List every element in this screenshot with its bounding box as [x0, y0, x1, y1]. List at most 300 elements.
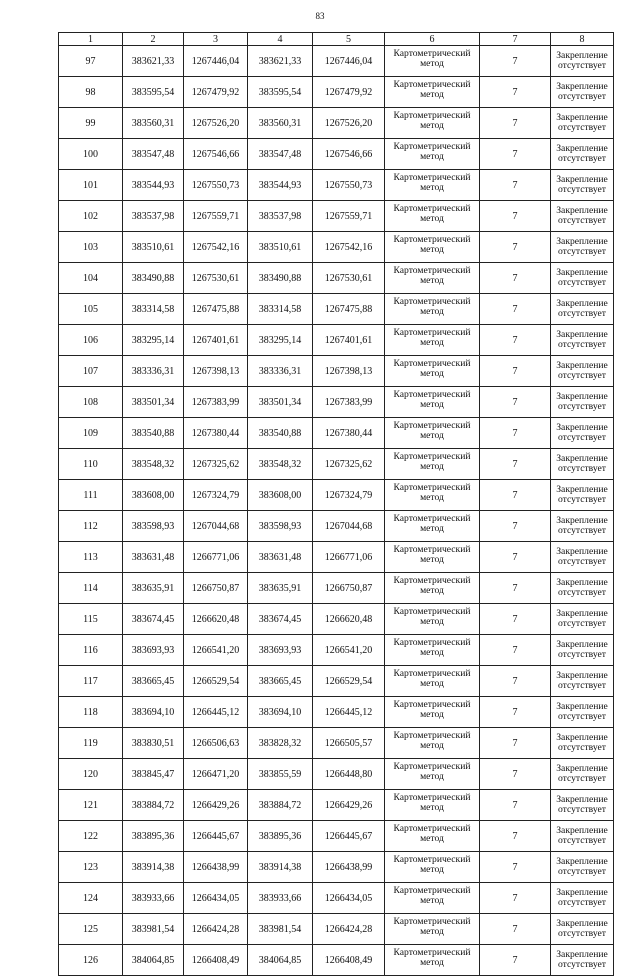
method-line: Картометрический [393, 730, 471, 741]
y-coord-new-cell: 1266445,67 [313, 821, 385, 852]
x-coord-cell: 383314,58 [123, 294, 184, 325]
fixation-line: отсутствует [558, 556, 606, 567]
method-line: Картометрический [393, 172, 471, 183]
precision-cell: 7 [480, 480, 551, 511]
y-coord-cell: 1266424,28 [184, 914, 248, 945]
method-line: Картометрический [393, 110, 471, 121]
table-row [59, 418, 614, 449]
table-row [59, 790, 614, 821]
point-number-cell: 115 [59, 604, 123, 635]
method-cell [385, 77, 480, 108]
method-cell [385, 635, 480, 666]
y-coord-new-cell: 1266429,26 [313, 790, 385, 821]
method-line: Картометрический [393, 854, 471, 865]
point-number-cell: 104 [59, 263, 123, 294]
method-line: метод [420, 399, 444, 410]
y-coord-cell: 1266771,06 [184, 542, 248, 573]
fixation-line: отсутствует [558, 60, 606, 71]
y-coord-new-cell: 1267383,99 [313, 387, 385, 418]
method-cell [385, 170, 480, 201]
fixation-line: Закрепление [556, 267, 608, 278]
column-header: 2 [123, 33, 184, 46]
fixation-line: Закрепление [556, 825, 608, 836]
point-number-cell: 106 [59, 325, 123, 356]
method-line: метод [420, 895, 444, 906]
method-line: Картометрический [393, 358, 471, 369]
x-coord-cell: 383674,45 [123, 604, 184, 635]
method-cell [385, 666, 480, 697]
y-coord-new-cell: 1267526,20 [313, 108, 385, 139]
x-coord-new-cell: 383855,59 [248, 759, 313, 790]
method-cell [385, 511, 480, 542]
precision-cell: 7 [480, 759, 551, 790]
method-line: метод [420, 182, 444, 193]
point-number-cell: 116 [59, 635, 123, 666]
point-number-cell: 108 [59, 387, 123, 418]
fixation-line: Закрепление [556, 918, 608, 929]
fixation-cell [551, 728, 614, 759]
y-coord-new-cell: 1267324,79 [313, 480, 385, 511]
point-number-cell: 102 [59, 201, 123, 232]
x-coord-new-cell: 383540,88 [248, 418, 313, 449]
x-coord-new-cell: 383598,93 [248, 511, 313, 542]
fixation-cell [551, 77, 614, 108]
method-cell [385, 790, 480, 821]
x-coord-new-cell: 383608,00 [248, 480, 313, 511]
column-header: 6 [385, 33, 480, 46]
method-line: метод [420, 337, 444, 348]
fixation-line: Закрепление [556, 639, 608, 650]
fixation-cell [551, 356, 614, 387]
x-coord-cell: 383621,33 [123, 46, 184, 77]
table-row [59, 480, 614, 511]
fixation-line: Закрепление [556, 484, 608, 495]
fixation-cell [551, 573, 614, 604]
page-number: 83 [315, 11, 325, 21]
point-number-cell: 122 [59, 821, 123, 852]
method-line: Картометрический [393, 420, 471, 431]
table-row [59, 635, 614, 666]
table-row [59, 232, 614, 263]
precision-cell: 7 [480, 325, 551, 356]
method-line: Картометрический [393, 79, 471, 90]
method-line: метод [420, 554, 444, 565]
point-number-cell: 110 [59, 449, 123, 480]
table-row [59, 821, 614, 852]
y-coord-cell: 1266445,67 [184, 821, 248, 852]
fixation-cell [551, 852, 614, 883]
x-coord-new-cell: 383560,31 [248, 108, 313, 139]
table-row [59, 325, 614, 356]
method-line: метод [420, 957, 444, 968]
x-coord-cell: 383544,93 [123, 170, 184, 201]
fixation-line: Закрепление [556, 143, 608, 154]
table-row [59, 883, 614, 914]
table-body [59, 33, 614, 976]
fixation-line: отсутствует [558, 308, 606, 319]
fixation-line: Закрепление [556, 794, 608, 805]
method-line: Картометрический [393, 947, 471, 958]
method-line: Картометрический [393, 544, 471, 555]
fixation-line: отсутствует [558, 246, 606, 257]
fixation-line: Закрепление [556, 174, 608, 185]
x-coord-new-cell: 383314,58 [248, 294, 313, 325]
method-line: метод [420, 120, 444, 131]
y-coord-cell: 1266620,48 [184, 604, 248, 635]
y-coord-new-cell: 1267542,16 [313, 232, 385, 263]
method-line: Картометрический [393, 451, 471, 462]
x-coord-new-cell: 383895,36 [248, 821, 313, 852]
precision-cell: 7 [480, 728, 551, 759]
precision-cell: 7 [480, 294, 551, 325]
table-row [59, 108, 614, 139]
method-line: метод [420, 616, 444, 627]
y-coord-new-cell: 1267479,92 [313, 77, 385, 108]
x-coord-cell: 383336,31 [123, 356, 184, 387]
y-coord-cell: 1266750,87 [184, 573, 248, 604]
method-line: Картометрический [393, 327, 471, 338]
y-coord-cell: 1267401,61 [184, 325, 248, 356]
x-coord-cell: 383548,32 [123, 449, 184, 480]
precision-cell: 7 [480, 914, 551, 945]
method-line: Картометрический [393, 265, 471, 276]
y-coord-cell: 1266434,05 [184, 883, 248, 914]
fixation-line: Закрепление [556, 701, 608, 712]
method-cell [385, 232, 480, 263]
fixation-line: отсутствует [558, 649, 606, 660]
method-line: метод [420, 585, 444, 596]
method-line: Картометрический [393, 823, 471, 834]
method-cell [385, 201, 480, 232]
table-row [59, 914, 614, 945]
fixation-line: Закрепление [556, 732, 608, 743]
x-coord-new-cell: 383694,10 [248, 697, 313, 728]
x-coord-new-cell: 383674,45 [248, 604, 313, 635]
table-row [59, 356, 614, 387]
method-line: Картометрический [393, 606, 471, 617]
y-coord-cell: 1266438,99 [184, 852, 248, 883]
method-cell [385, 852, 480, 883]
x-coord-cell: 383598,93 [123, 511, 184, 542]
y-coord-cell: 1266408,49 [184, 945, 248, 976]
fixation-cell [551, 170, 614, 201]
y-coord-cell: 1266445,12 [184, 697, 248, 728]
fixation-line: Закрепление [556, 81, 608, 92]
fixation-line: Закрепление [556, 422, 608, 433]
precision-cell: 7 [480, 170, 551, 201]
fixation-cell [551, 294, 614, 325]
fixation-line: Закрепление [556, 298, 608, 309]
fixation-line: Закрепление [556, 391, 608, 402]
point-number-cell: 107 [59, 356, 123, 387]
method-line: метод [420, 833, 444, 844]
method-line: Картометрический [393, 513, 471, 524]
x-coord-cell: 383830,51 [123, 728, 184, 759]
precision-cell: 7 [480, 387, 551, 418]
method-line: метод [420, 89, 444, 100]
fixation-line: отсутствует [558, 959, 606, 970]
fixation-line: Закрепление [556, 515, 608, 526]
y-coord-cell: 1266471,20 [184, 759, 248, 790]
precision-cell: 7 [480, 604, 551, 635]
y-coord-new-cell: 1266541,20 [313, 635, 385, 666]
method-line: Картометрический [393, 575, 471, 586]
method-line: Картометрический [393, 203, 471, 214]
method-line: метод [420, 151, 444, 162]
fixation-cell [551, 666, 614, 697]
fixation-line: отсутствует [558, 91, 606, 102]
method-cell [385, 387, 480, 418]
precision-cell: 7 [480, 263, 551, 294]
fixation-cell [551, 759, 614, 790]
y-coord-new-cell: 1266408,49 [313, 945, 385, 976]
point-number-cell: 112 [59, 511, 123, 542]
precision-cell: 7 [480, 418, 551, 449]
y-coord-cell: 1267559,71 [184, 201, 248, 232]
y-coord-new-cell: 1266445,12 [313, 697, 385, 728]
x-coord-new-cell: 383548,32 [248, 449, 313, 480]
fixation-line: Закрепление [556, 236, 608, 247]
precision-cell: 7 [480, 356, 551, 387]
x-coord-cell: 383537,98 [123, 201, 184, 232]
fixation-cell [551, 542, 614, 573]
fixation-line: Закрепление [556, 763, 608, 774]
table-row [59, 728, 614, 759]
x-coord-cell: 383635,91 [123, 573, 184, 604]
x-coord-new-cell: 383621,33 [248, 46, 313, 77]
point-number-cell: 98 [59, 77, 123, 108]
table-row [59, 263, 614, 294]
y-coord-cell: 1267530,61 [184, 263, 248, 294]
precision-cell: 7 [480, 883, 551, 914]
method-line: метод [420, 368, 444, 379]
table-row [59, 170, 614, 201]
fixation-line: Закрепление [556, 670, 608, 681]
y-coord-new-cell: 1266448,80 [313, 759, 385, 790]
fixation-cell [551, 263, 614, 294]
x-coord-cell: 383693,93 [123, 635, 184, 666]
method-line: метод [420, 647, 444, 658]
fixation-cell [551, 821, 614, 852]
table-row [59, 201, 614, 232]
y-coord-new-cell: 1266620,48 [313, 604, 385, 635]
precision-cell: 7 [480, 666, 551, 697]
method-line: Картометрический [393, 637, 471, 648]
y-coord-cell: 1266529,54 [184, 666, 248, 697]
method-cell [385, 945, 480, 976]
x-coord-cell: 383895,36 [123, 821, 184, 852]
table-row [59, 449, 614, 480]
x-coord-new-cell: 383547,48 [248, 139, 313, 170]
method-cell [385, 418, 480, 449]
x-coord-new-cell: 383490,88 [248, 263, 313, 294]
x-coord-new-cell: 384064,85 [248, 945, 313, 976]
x-coord-new-cell: 383537,98 [248, 201, 313, 232]
table-row [59, 604, 614, 635]
x-coord-cell: 383540,88 [123, 418, 184, 449]
method-line: Картометрический [393, 885, 471, 896]
method-line: Картометрический [393, 234, 471, 245]
table-row [59, 139, 614, 170]
fixation-line: Закрепление [556, 949, 608, 960]
point-number-cell: 125 [59, 914, 123, 945]
x-coord-new-cell: 383884,72 [248, 790, 313, 821]
method-line: Картометрический [393, 482, 471, 493]
fixation-cell [551, 418, 614, 449]
fixation-cell [551, 108, 614, 139]
fixation-line: Закрепление [556, 50, 608, 61]
y-coord-cell: 1267398,13 [184, 356, 248, 387]
fixation-line: отсутствует [558, 773, 606, 784]
point-number-cell: 101 [59, 170, 123, 201]
x-coord-cell: 383914,38 [123, 852, 184, 883]
method-cell [385, 573, 480, 604]
precision-cell: 7 [480, 232, 551, 263]
x-coord-new-cell: 383828,32 [248, 728, 313, 759]
method-line: метод [420, 461, 444, 472]
fixation-line: отсутствует [558, 928, 606, 939]
table-row [59, 666, 614, 697]
method-line: метод [420, 771, 444, 782]
point-number-cell: 118 [59, 697, 123, 728]
y-coord-new-cell: 1267475,88 [313, 294, 385, 325]
fixation-line: Закрепление [556, 887, 608, 898]
table-row [59, 697, 614, 728]
fixation-line: Закрепление [556, 856, 608, 867]
x-coord-cell: 383295,14 [123, 325, 184, 356]
y-coord-cell: 1267446,04 [184, 46, 248, 77]
table-row [59, 77, 614, 108]
x-coord-cell: 383665,45 [123, 666, 184, 697]
x-coord-cell: 383631,48 [123, 542, 184, 573]
method-line: метод [420, 864, 444, 875]
method-cell [385, 325, 480, 356]
precision-cell: 7 [480, 77, 551, 108]
y-coord-new-cell: 1266529,54 [313, 666, 385, 697]
method-line: Картометрический [393, 916, 471, 927]
header-row [59, 33, 614, 46]
method-cell [385, 883, 480, 914]
y-coord-new-cell: 1267546,66 [313, 139, 385, 170]
y-coord-new-cell: 1267401,61 [313, 325, 385, 356]
fixation-line: отсутствует [558, 711, 606, 722]
point-number-cell: 99 [59, 108, 123, 139]
method-cell [385, 46, 480, 77]
fixation-line: Закрепление [556, 608, 608, 619]
method-line: метод [420, 275, 444, 286]
y-coord-new-cell: 1266434,05 [313, 883, 385, 914]
fixation-line: отсутствует [558, 525, 606, 536]
method-cell [385, 139, 480, 170]
precision-cell: 7 [480, 511, 551, 542]
fixation-line: Закрепление [556, 453, 608, 464]
table-row [59, 387, 614, 418]
fixation-line: Закрепление [556, 112, 608, 123]
fixation-line: отсутствует [558, 835, 606, 846]
y-coord-new-cell: 1267550,73 [313, 170, 385, 201]
column-header: 1 [59, 33, 123, 46]
x-coord-cell: 383981,54 [123, 914, 184, 945]
precision-cell: 7 [480, 542, 551, 573]
precision-cell: 7 [480, 573, 551, 604]
method-cell [385, 294, 480, 325]
method-line: Картометрический [393, 761, 471, 772]
fixation-cell [551, 883, 614, 914]
x-coord-new-cell: 383295,14 [248, 325, 313, 356]
x-coord-cell: 383608,00 [123, 480, 184, 511]
column-header: 5 [313, 33, 385, 46]
method-cell [385, 821, 480, 852]
fixation-cell [551, 387, 614, 418]
point-number-cell: 117 [59, 666, 123, 697]
column-header: 8 [551, 33, 614, 46]
fixation-cell [551, 635, 614, 666]
method-cell [385, 356, 480, 387]
fixation-line: отсутствует [558, 432, 606, 443]
y-coord-cell: 1266506,63 [184, 728, 248, 759]
method-line: метод [420, 709, 444, 720]
x-coord-cell: 383845,47 [123, 759, 184, 790]
precision-cell: 7 [480, 201, 551, 232]
method-line: метод [420, 492, 444, 503]
method-line: метод [420, 213, 444, 224]
table-row [59, 573, 614, 604]
point-number-cell: 113 [59, 542, 123, 573]
point-number-cell: 124 [59, 883, 123, 914]
method-line: метод [420, 430, 444, 441]
precision-cell: 7 [480, 46, 551, 77]
y-coord-new-cell: 1266438,99 [313, 852, 385, 883]
precision-cell: 7 [480, 697, 551, 728]
fixation-line: Закрепление [556, 577, 608, 588]
table-row [59, 852, 614, 883]
method-line: Картометрический [393, 668, 471, 679]
table-row [59, 294, 614, 325]
method-line: Картометрический [393, 141, 471, 152]
y-coord-new-cell: 1267446,04 [313, 46, 385, 77]
fixation-line: Закрепление [556, 546, 608, 557]
y-coord-cell: 1267475,88 [184, 294, 248, 325]
precision-cell: 7 [480, 449, 551, 480]
x-coord-cell: 383490,88 [123, 263, 184, 294]
y-coord-cell: 1267380,44 [184, 418, 248, 449]
method-line: метод [420, 523, 444, 534]
method-cell [385, 728, 480, 759]
method-cell [385, 480, 480, 511]
x-coord-cell: 383694,10 [123, 697, 184, 728]
x-coord-new-cell: 383933,66 [248, 883, 313, 914]
method-cell [385, 759, 480, 790]
x-coord-new-cell: 383981,54 [248, 914, 313, 945]
fixation-line: отсутствует [558, 463, 606, 474]
y-coord-cell: 1267324,79 [184, 480, 248, 511]
fixation-cell [551, 46, 614, 77]
y-coord-new-cell: 1266771,06 [313, 542, 385, 573]
point-number-cell: 100 [59, 139, 123, 170]
fixation-cell [551, 790, 614, 821]
fixation-cell [551, 511, 614, 542]
y-coord-new-cell: 1267380,44 [313, 418, 385, 449]
y-coord-new-cell: 1266750,87 [313, 573, 385, 604]
coordinates-table [58, 32, 614, 976]
fixation-line: Закрепление [556, 205, 608, 216]
fixation-line: отсутствует [558, 339, 606, 350]
fixation-line: отсутствует [558, 742, 606, 753]
fixation-line: отсутствует [558, 215, 606, 226]
x-coord-new-cell: 383595,54 [248, 77, 313, 108]
x-coord-new-cell: 383665,45 [248, 666, 313, 697]
y-coord-cell: 1267526,20 [184, 108, 248, 139]
